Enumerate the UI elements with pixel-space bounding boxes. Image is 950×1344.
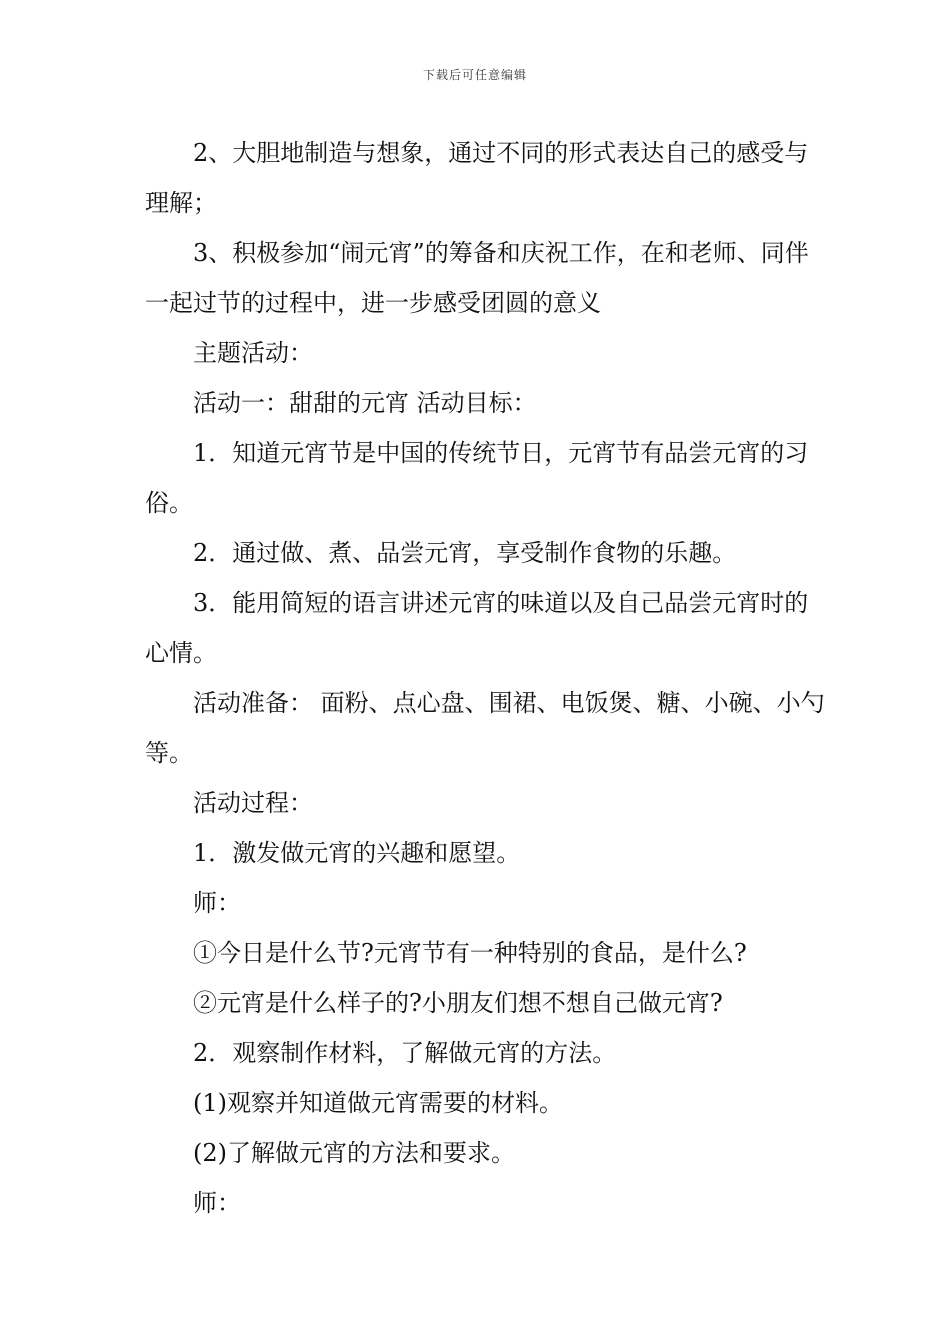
paragraph: (1)观察并知道做元宵需要的材料。 bbox=[193, 1089, 563, 1117]
paragraph: 2、大胆地制造与想象，通过不同的形式表达自己的感受与理解； bbox=[145, 139, 809, 217]
paragraph: ①今日是什么节?元宵节有一种特别的食品，是什么? bbox=[193, 939, 747, 967]
paragraph: 3．能用简短的语言讲述元宵的味道以及自己品尝元宵时的心情。 bbox=[145, 589, 809, 667]
paragraph: 活动准备： 面粉、点心盘、围裙、电饭煲、糖、小碗、小勺等。 bbox=[145, 689, 825, 767]
paragraph: (2)了解做元宵的方法和要求。 bbox=[193, 1139, 515, 1167]
paragraph: 3、积极参加“闹元宵”的筹备和庆祝工作，在和老师、同伴一起过节的过程中，进一步感受团圆的意义 bbox=[145, 239, 809, 317]
activity-title: 活动一：甜甜的元宵 活动目标： bbox=[193, 389, 537, 417]
paragraph: 师： bbox=[193, 889, 241, 917]
page-header-note: 下载后可任意编辑 bbox=[422, 68, 527, 82]
paragraph: ②元宵是什么样子的?小朋友们想不想自己做元宵? bbox=[193, 989, 723, 1017]
section-heading: 活动过程： bbox=[193, 789, 313, 817]
section-heading: 主题活动： bbox=[193, 339, 313, 367]
paragraph: 1．知道元宵节是中国的传统节日，元宵节有品尝元宵的习俗。 bbox=[145, 439, 809, 517]
paragraph: 2．观察制作材料，了解做元宵的方法。 bbox=[193, 1039, 617, 1067]
paragraph: 2．通过做、煮、品尝元宵，享受制作食物的乐趣。 bbox=[193, 539, 737, 567]
paragraph: 1．激发做元宵的兴趣和愿望。 bbox=[193, 839, 521, 867]
document-body bbox=[145, 128, 825, 1228]
paragraph: 师： bbox=[193, 1189, 241, 1217]
